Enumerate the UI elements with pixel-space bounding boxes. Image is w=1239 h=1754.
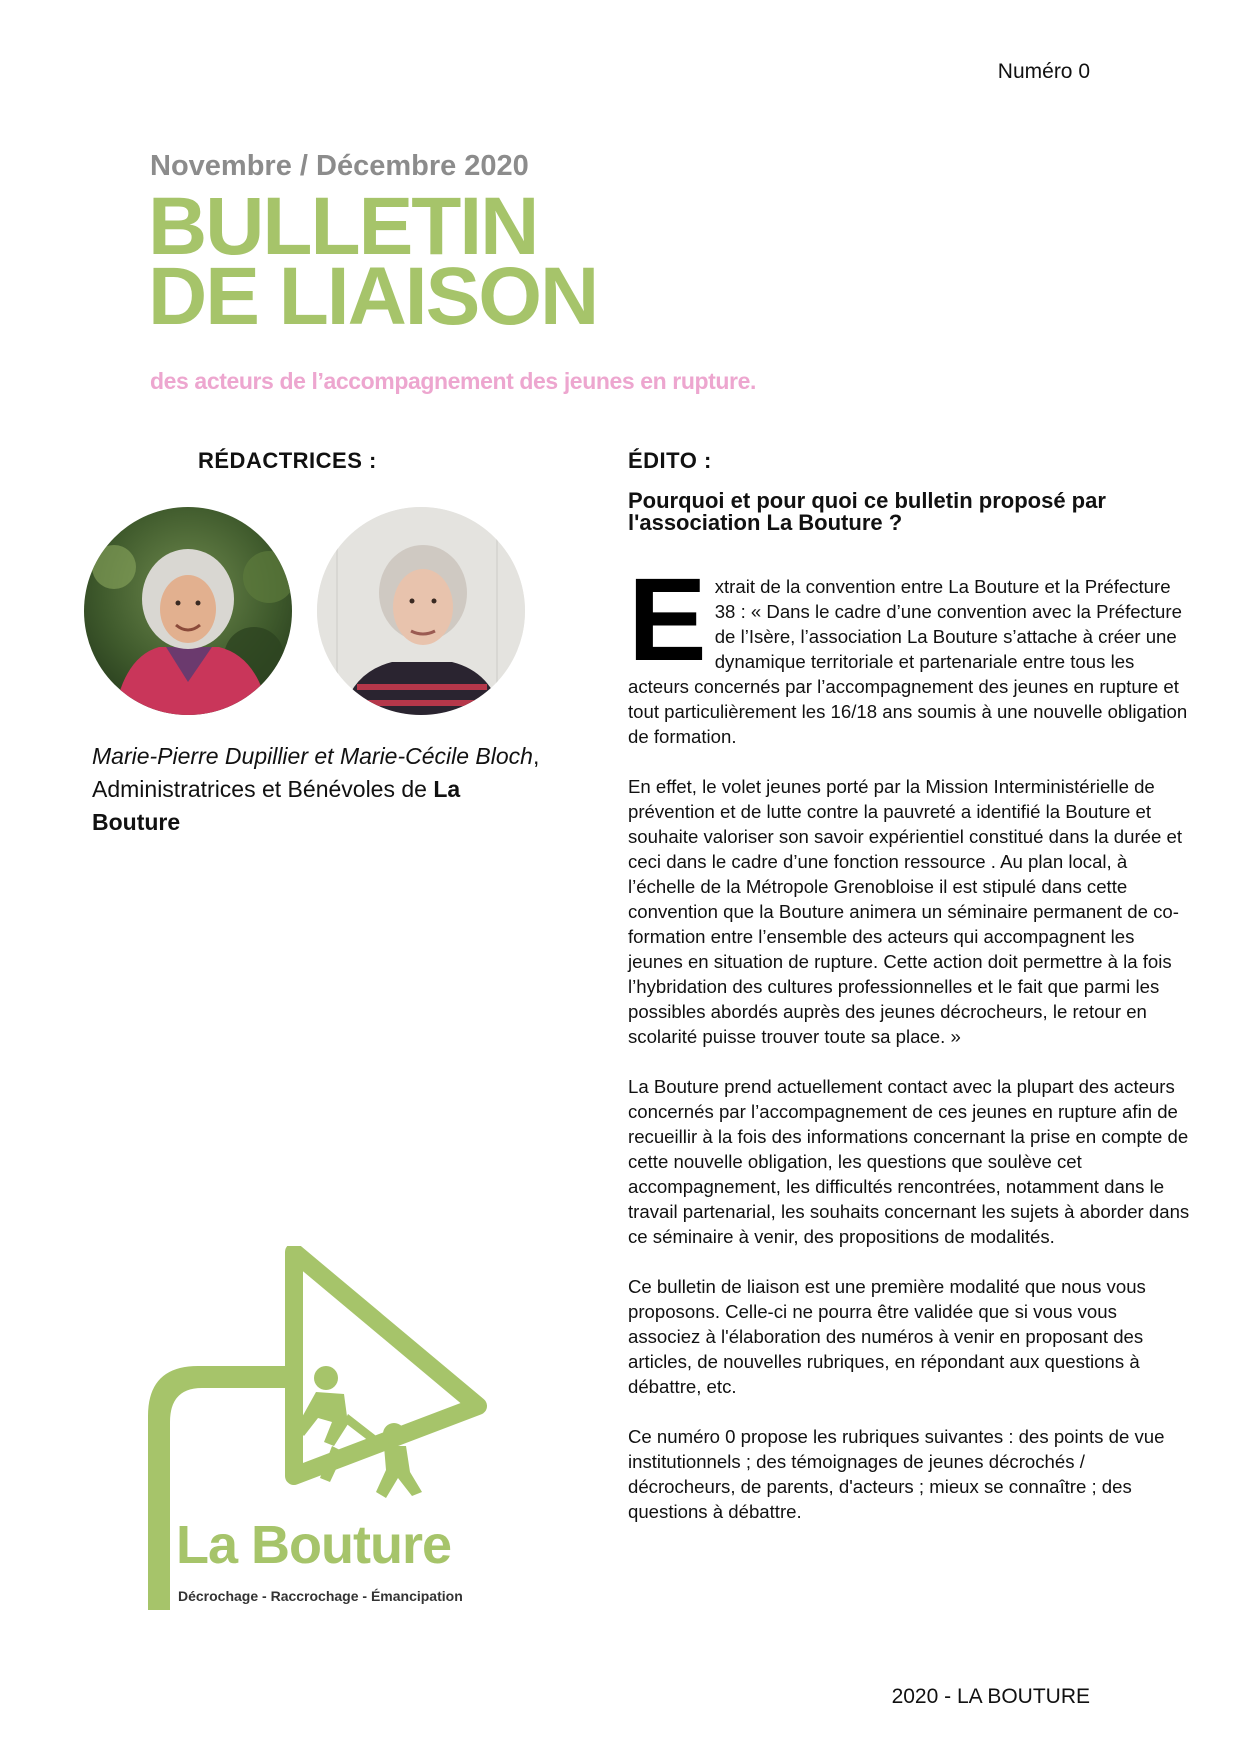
la-bouture-logo [148,1246,500,1626]
edito-paragraph-2: En effet, le volet jeunes porté par la Mission Interministérielle de prévention et de lutte contre la pauvreté a identifié la Bouture et souhaite valoriser son savoir expérientiel constitué dans la durée et ceci dans le cadre d’une fonction ressource . Au plan local, à l’échelle de la Métropole Grenobloise il est stipulé dans cette convention que la Bouture animera un séminaire permanent de co-formation entre l’ensemble des acteurs qui accompagnent les jeunes en situation de rupture. Cette action doit permettre à la fois l’hybridation des cultures professionnelles et le fait que parmi les possibles abordés auprès des jeunes décrocheurs, le retour en scolarité puisse trouver toute sa place. » [628,776,1182,1047]
redactrices-names: Marie-Pierre Dupillier et Marie-Cécile Bloch [92,743,533,769]
edito-paragraph-3: La Bouture prend actuellement contact avec la plupart des acteurs concernés par l’accompagnement de ces jeunes en rupture afin de recueillir à la fois des informations concernant la prise en compte de cette nouvelle obligation, les questions que soulève cet accompagnement, les difficultés rencontrées, notamment dans le travail partenarial, les souhaits concernant les sujets à aborder dans ce séminaire à venir, des propositions de modalités. [628,1076,1190,1247]
edito-paragraph-5: Ce numéro 0 propose les rubriques suivantes : des points de vue institutionnels ; des témoignages de jeunes décrochés / décrocheurs, de parents, d'acteurs ; mieux se connaître ; des questions à débattre. [628,1426,1165,1522]
logo-tagline: Décrochage - Raccrochage - Émancipation [178,1588,463,1604]
redactrices-org: La Bouture [92,776,461,835]
bulletin-title-line-1: BULLETIN [148,181,538,272]
issue-date: Novembre / Décembre 2020 [150,150,529,182]
portrait-photo-1 [84,507,292,715]
issue-number: Numéro 0 [997,60,1090,83]
edito-paragraph-1-text: xtrait de la convention entre La Bouture et la Préfecture 38 : « Dans le cadre d’une convention avec la Préfecture de l’Isère, l’association La Bouture s’attache à créer une dynamique territoriale et partenariale entre tous les acteurs concernés par l’accompagnement des jeunes en rupture et tout particulièrement les 16/18 ans soumis à une nouvelle obligation de formation. [628,576,1188,747]
portrait-photo-2 [317,507,525,715]
bulletin-subtitle: des acteurs de l’accompagnement des jeunes en rupture. [150,368,756,394]
logo-name: La Bouture [176,1515,452,1575]
drop-cap: E [628,554,707,686]
page-footer: 2020 - LA BOUTURE [891,1685,1090,1708]
redactrices-heading: RÉDACTRICES : [198,448,377,473]
edito-paragraph-1 [628,554,1194,749]
redactrices-role: , Administratrices et Bénévoles de [92,743,540,802]
edito-paragraph-4: Ce bulletin de liaison est une première modalité que nous vous proposons. Celle-ci ne pourra être validée que si vous vous associez à l'élaboration des numéros à venir en proposant des articles, de nouvelles rubriques, en répondant aux questions à débattre, etc. [628,1276,1146,1397]
edito-subheading: Pourquoi et pour quoi ce bulletin proposé par l'association La Bouture ? [628,488,1106,535]
bulletin-title [148,181,598,342]
edito-heading: ÉDITO : [628,448,712,473]
redactrices-caption [92,740,552,839]
bulletin-title-line-2: DE LIAISON [148,251,598,342]
edito-body [628,554,1194,1549]
